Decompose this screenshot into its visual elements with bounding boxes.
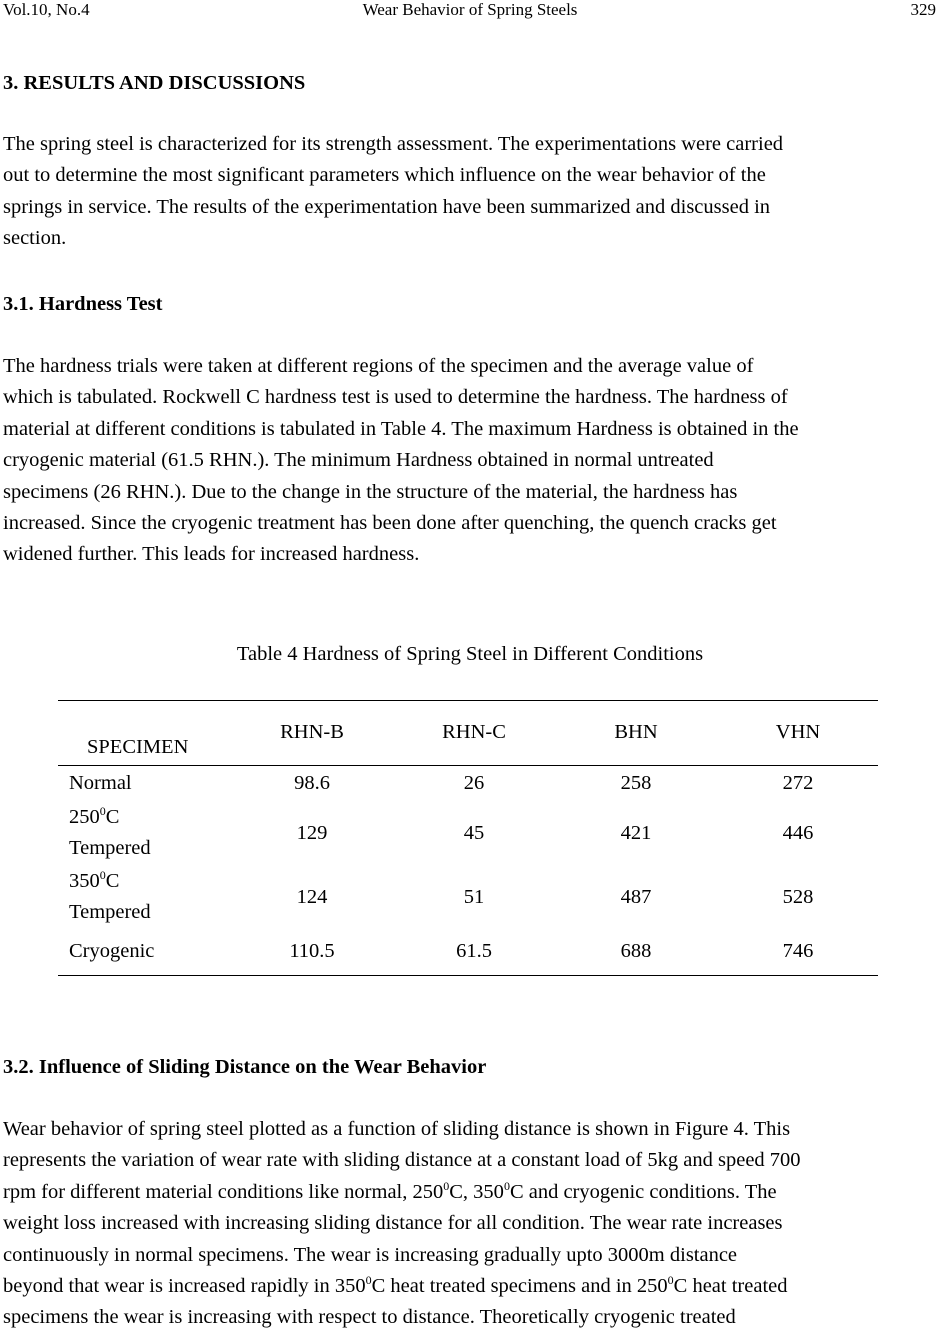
cell-bhn: 688: [620, 940, 652, 962]
paragraph-line: continuously in normal specimens. The wear is increasing gradually upto 3000m distance: [3, 1243, 738, 1266]
cell-rhn-b: 98.6: [294, 772, 330, 794]
section-3-2-heading: 3.2. Influence of Sliding Distance on the Wear Behavior: [3, 1056, 487, 1078]
column-header-rhn-b: RHN-B: [280, 721, 344, 743]
header-running-title: Wear Behavior of Spring Steels: [362, 0, 578, 19]
paragraph-line: The spring steel is characterized for its strength assessment. The experimentations were carried: [3, 133, 784, 155]
cell-bhn: 487: [620, 886, 652, 908]
section-3-heading: 3. RESULTS AND DISCUSSIONS: [3, 72, 306, 94]
cell-vhn: 446: [782, 822, 814, 844]
row-specimen: Cryogenic: [69, 940, 155, 962]
cell-rhn-b: 110.5: [289, 940, 335, 962]
section-3-2-paragraph: [3, 1114, 937, 1334]
paragraph-line: which is tabulated. Rockwell C hardness test is used to determine the hardness. The hardness of: [3, 386, 788, 409]
header-page-number: 329: [910, 0, 936, 19]
table-top-rule: [58, 700, 878, 701]
row-specimen-line-2: Tempered: [69, 901, 151, 923]
cell-vhn: 746: [782, 940, 814, 962]
paragraph-line: beyond that wear is increased rapidly in $350^0C$ heat treated specimens and in $250^0C$ heat treated: [3, 1273, 788, 1298]
cell-rhn-c: 61.5: [456, 940, 492, 962]
cell-vhn: 272: [782, 772, 814, 794]
paragraph-line: Wear behavior of spring steel plotted as a function of sliding distance is shown in Figure 4. This: [3, 1118, 791, 1140]
row-specimen-line-2: Tempered: [69, 837, 151, 859]
cell-rhn-b: 129: [296, 822, 328, 844]
paragraph-line: cryogenic material (61.5 RHN.). The minimum Hardness obtained in normal untreated: [3, 449, 714, 472]
table-caption: Table 4 Hardness of Spring Steel in Different Conditions: [236, 643, 704, 665]
header-volume: Vol.10, No.4: [3, 0, 90, 19]
paragraph-line: weight loss increased with increasing sliding distance for all condition. The wear rate increases: [3, 1212, 783, 1235]
row-specimen: Normal: [69, 772, 132, 794]
paragraph-line: represents the variation of wear rate with sliding distance at a constant load of 5kg and speed 700: [3, 1149, 801, 1172]
column-header-vhn: VHN: [775, 721, 821, 743]
cell-rhn-c: 51: [463, 886, 485, 908]
paragraph-line: specimens (26 RHN.). Due to the change in the structure of the material, the hardness has: [3, 480, 738, 503]
paragraph-line: increased. Since the cryogenic treatment has been done after quenching, the quench cracks get: [3, 512, 777, 535]
paragraph-line: springs in service. The results of the experimentation have been summarized and discussed in: [3, 195, 771, 218]
cell-bhn: 258: [620, 772, 652, 794]
row-specimen: $350^0C$: [69, 868, 120, 892]
paragraph-line: The hardness trials were taken at different regions of the specimen and the average value of: [3, 355, 754, 377]
paragraph-line: material at different conditions is tabulated in Table 4. The maximum Hardness is obtained in the: [3, 417, 799, 440]
section-3-paragraph: [3, 129, 937, 255]
paragraph-line: out to determine the most significant parameters which influence on the wear behavior of the: [3, 164, 766, 187]
cell-bhn: 421: [620, 822, 652, 844]
column-header-specimen: SPECIMEN: [87, 736, 189, 758]
paragraph-line: specimens the wear is increasing with respect to distance. Theoretically cryogenic treated: [3, 1306, 736, 1329]
paragraph-line: section.: [3, 227, 67, 250]
section-3-1-heading: 3.1. Hardness Test: [3, 293, 163, 315]
table-header-rule: [58, 765, 878, 766]
column-header-bhn: BHN: [614, 721, 658, 743]
cell-rhn-b: 124: [296, 886, 328, 908]
paragraph-line: widened further. This leads for increased hardness.: [3, 543, 420, 566]
paragraph-line: rpm for different material conditions like normal, $250^0C$, $350^0C$ and cryogenic conditions. The: [3, 1178, 777, 1203]
section-3-1-paragraph: [3, 351, 937, 571]
cell-rhn-c: 45: [463, 822, 485, 844]
row-specimen: $250^0C$: [69, 804, 120, 828]
cell-vhn: 528: [782, 886, 814, 908]
table-bottom-rule: [58, 975, 878, 976]
column-header-rhn-c: RHN-C: [442, 721, 506, 743]
cell-rhn-c: 26: [463, 772, 485, 794]
